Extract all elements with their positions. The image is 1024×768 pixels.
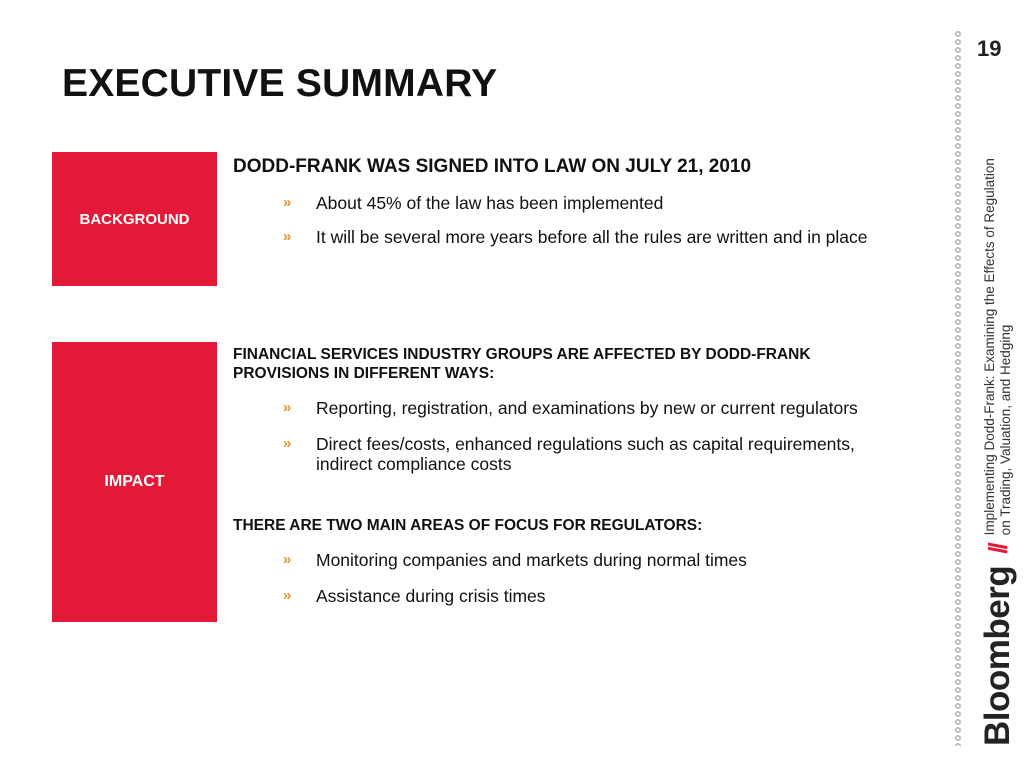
list-item [233,586,896,606]
impact-heading-2: THERE ARE TWO MAIN AREAS OF FOCUS FOR REGULATORS: [233,517,703,534]
dotted-divider [954,30,962,746]
bullet-text: It will be several more years before all the rules are written and in place [316,227,868,247]
chevron-double-right-icon: » [283,194,292,211]
impact-bullet-list-1 [233,398,913,474]
bullet-text: About 45% of the law has been implemented [316,193,664,213]
bullet-text: Monitoring companies and markets during normal times [316,550,747,570]
subtitle-line-2: on Trading, Valuation, and Hedging [998,324,1013,536]
chevron-double-right-icon: » [283,551,292,568]
chevron-double-right-icon: » [283,435,292,452]
chevron-double-right-icon: » [283,587,292,604]
impact-heading-1: FINANCIAL SERVICES INDUSTRY GROUPS ARE AFFECTED BY DODD-FRANK PROVISIONS IN DIFFERENT WAYS: [233,346,811,382]
chevron-double-right-icon: » [283,399,292,416]
list-item [233,434,896,474]
chevron-double-right-icon: » [283,228,292,245]
bullet-text: Assistance during crisis times [316,586,546,606]
page-number: 19 [977,36,1002,61]
page-title: EXECUTIVE SUMMARY [62,62,498,105]
presentation-subtitle [982,158,1014,535]
list-item [233,227,896,247]
impact-section [233,345,913,606]
subtitle-line-1: Implementing Dodd-Frank: Examining the Effects of Regulation [982,158,997,536]
impact-tag: IMPACT [52,342,217,622]
impact-bullet-list-2 [233,550,913,606]
bullet-text: Reporting, registration, and examinations by new or current regulators [316,398,858,418]
list-item [233,193,896,213]
separator-slashes: // [982,545,1013,554]
background-tag: BACKGROUND [52,152,217,286]
background-heading: DODD-FRANK WAS SIGNED INTO LAW ON JULY 21, 2010 [233,156,752,177]
background-section [233,156,913,247]
list-item [233,550,896,570]
background-bullet-list [233,193,913,247]
list-item [233,398,896,418]
sidebar-branding [968,26,1024,746]
bloomberg-logo: Bloomberg [978,565,1017,746]
bullet-text: Direct fees/costs, enhanced regulations such as capital requirements, indirect compliance costs [316,434,855,474]
